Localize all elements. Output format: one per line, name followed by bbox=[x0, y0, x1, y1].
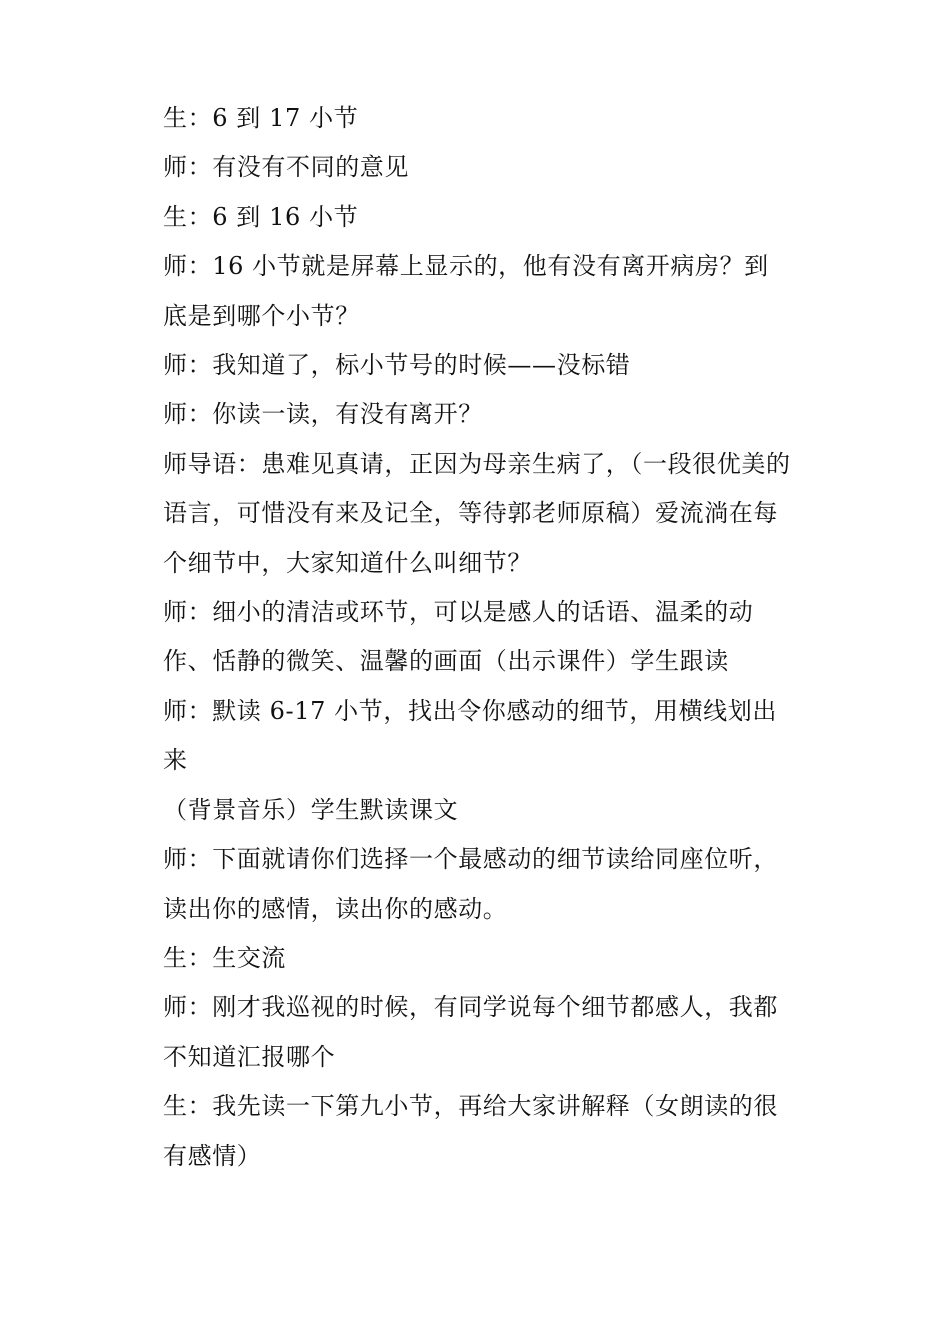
paragraph-3: 生：6 到 16 小节 bbox=[163, 202, 359, 231]
paragraph-7: 师导语：患难见真请，正因为母亲生病了，（一段很优美的语言，可惜没有来及记全，等待郭老师原稿）爱流淌在每个细节中，大家知道什么叫细节？ bbox=[163, 449, 791, 577]
paragraph-13: 师：刚才我巡视的时候，有同学说每个细节都感人，我都不知道汇报哪个 bbox=[163, 993, 778, 1071]
paragraph-1: 生：6 到 17 小节 bbox=[163, 104, 359, 132]
paragraph-11: 师：下面就请你们选择一个最感动的细节读给同座位听，读出你的感情，读出你的感动。 bbox=[163, 845, 778, 923]
paragraph-8: 师：细小的清洁或环节，可以是感人的话语、温柔的动作、恬静的微笑、温馨的画面（出示课件）学生跟读 bbox=[163, 598, 754, 676]
document-body bbox=[163, 94, 793, 1181]
paragraph-6: 师：你读一读，有没有离开？ bbox=[163, 400, 483, 429]
paragraph-12: 生：生交流 bbox=[163, 943, 286, 972]
paragraph-14: 生：我先读一下第九小节，再给大家讲解释（女朗读的很有感情） bbox=[163, 1092, 778, 1170]
paragraph-5: 师：我知道了，标小节号的时候——没标错 bbox=[163, 351, 631, 380]
paragraph-4: 师：16 小节就是屏幕上显示的，他有没有离开病房？到底是到哪个小节？ bbox=[163, 252, 769, 330]
paragraph-2: 师：有没有不同的意见 bbox=[163, 153, 409, 182]
paragraph-10: （背景音乐）学生默读课文 bbox=[163, 795, 459, 824]
paragraph-9: 师：默读 6-17 小节，找出令你感动的细节，用横线划出来 bbox=[163, 696, 777, 775]
